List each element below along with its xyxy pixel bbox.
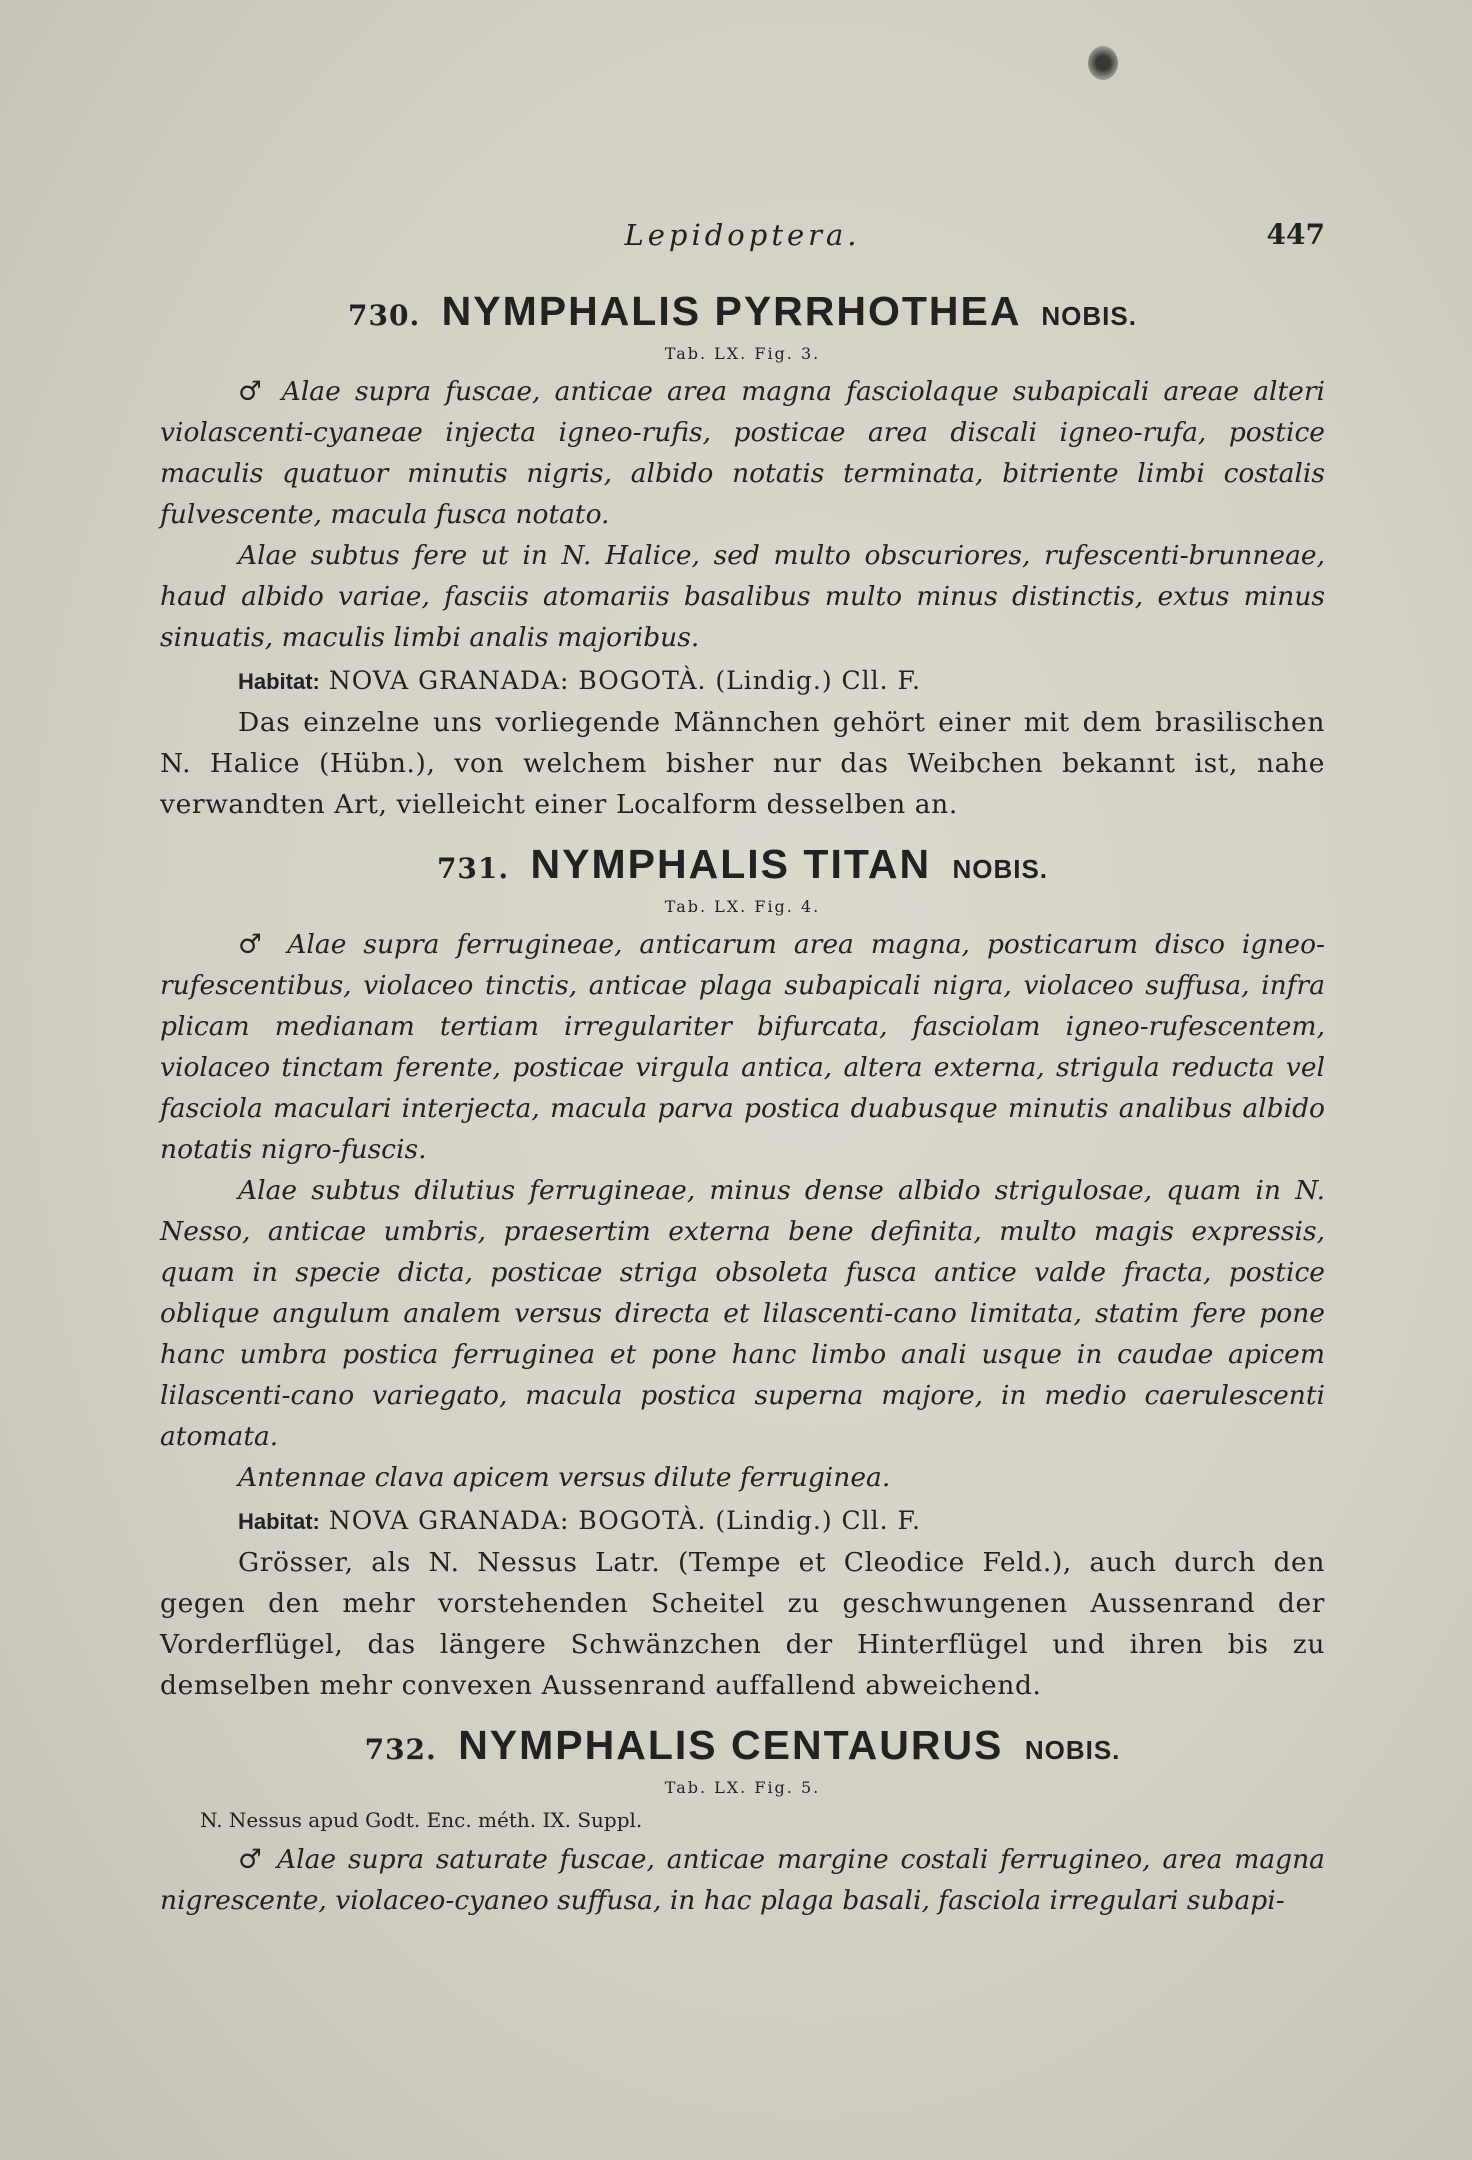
running-title: Lepidoptera. bbox=[624, 218, 861, 252]
species-name: NYMPHALIS PYRRHOTHEA bbox=[441, 288, 1020, 334]
species-entry-731 bbox=[160, 839, 1325, 1706]
species-number: 731. bbox=[436, 852, 510, 885]
german-remark: Das einzelne uns vorliegende Männchen gehört einer mit dem brasilischen N. Halice (Hübn.), von welchem bisher nur das Weibchen bekannt ist, nahe verwandten Art, vielleicht einer Localform desselben an. bbox=[160, 707, 1325, 820]
species-author: NOBIS. bbox=[1024, 1735, 1121, 1765]
habitat-text: NOVA GRANADA: BOGOTÀ. (Lindig.) Cll. F. bbox=[328, 1506, 921, 1535]
species-entry-732 bbox=[160, 1720, 1325, 1921]
species-name: NYMPHALIS TITAN bbox=[530, 841, 932, 887]
species-author: NOBIS. bbox=[952, 854, 1049, 884]
habitat-text: NOVA GRANADA: BOGOTÀ. (Lindig.) Cll. F. bbox=[328, 666, 921, 695]
species-heading bbox=[160, 839, 1325, 894]
species-heading bbox=[160, 286, 1325, 341]
page-header bbox=[160, 218, 1325, 258]
page-content bbox=[160, 280, 1325, 1921]
habitat-label: Habitat: bbox=[238, 669, 320, 694]
latin-description: ♂ Alae supra ferrugineae, anticarum area magna, posticarum disco igneo-rufescentibus, violaceo tinctis, anticae plaga subapicali nigra, violaceo suffusa, infra plicam medianam tertiam irregulariter bifurcata, fasciolam igneo-rufescentem, violaceo tinctam ferente, posticae virgula antica, altera externa, strigula reducta vel fasciola maculari interjecta, macula parva postica duabusque minutis analibus albido notatis nigro-fuscis. bbox=[160, 929, 1325, 1165]
plate-reference: Tab. LX. Fig. 4. bbox=[664, 897, 821, 916]
species-name: NYMPHALIS CENTAURUS bbox=[458, 1722, 1004, 1768]
habitat-line bbox=[160, 1500, 1325, 1542]
species-entry-730 bbox=[160, 286, 1325, 825]
species-number: 730. bbox=[348, 299, 421, 332]
habitat-label: Habitat: bbox=[238, 1509, 320, 1534]
german-remark: Grösser, als N. Nessus Latr. (Tempe et Cleodice Feld.), auch durch den gegen den mehr vorstehenden Scheitel zu geschwungenen Aussenrand der Vorderflügel, das längere Schwänzchen der Hinterflügel und ihren bis zu demselben mehr convexen Aussenrand auffallend abweichend. bbox=[160, 1547, 1325, 1701]
ink-blot bbox=[1088, 46, 1118, 80]
latin-description: ♂ Alae supra saturate fuscae, anticae margine costali ferrugineo, area magna nigrescente, violaceo-cyaneo suffusa, in hac plaga basali, fasciola irregulari subapi- bbox=[160, 1844, 1325, 1916]
latin-description-antennae: Antennae clava apicem versus dilute ferruginea. bbox=[238, 1462, 891, 1493]
latin-description-underside: Alae subtus dilutius ferrugineae, minus dense albido strigulosae, quam in N. Nesso, anticae umbris, praesertim externa bene definita, multo magis expressis, quam in specie dicta, posticae striga obsoleta fusca antice valde fracta, postice oblique angulum analem versus directa et lilascenti-cano limitata, statim fere pone hanc umbra postica ferruginea et pone hanc limbo anali usque in caudae apicem lilascenti-cano variegato, macula postica superna majore, in medio caerulescenti atomata. bbox=[160, 1175, 1325, 1452]
plate-reference: Tab. LX. Fig. 5. bbox=[664, 1778, 821, 1797]
latin-description: ♂ Alae supra fuscae, anticae area magna fasciolaque subapicali areae alteri violascenti-cyaneae injecta igneo-rufis, posticae area discali igneo-rufa, postice maculis quatuor minutis nigris, albido notatis terminata, bitriente limbi costalis fulvescente, macula fusca notato. bbox=[160, 376, 1325, 530]
page-number: 447 bbox=[1266, 218, 1325, 251]
habitat-line bbox=[160, 660, 1325, 702]
latin-description-underside: Alae subtus fere ut in N. Halice, sed multo obscuriores, rufescenti-brunneae, haud albido variae, fasciis atomariis basalibus multo minus distinctis, extus minus sinuatis, maculis limbi analis majoribus. bbox=[160, 540, 1325, 653]
species-author: NOBIS. bbox=[1041, 301, 1137, 331]
species-number: 732. bbox=[364, 1733, 437, 1766]
species-heading bbox=[160, 1720, 1325, 1775]
synonym-line: N. Nessus apud Godt. Enc. méth. IX. Suppl. bbox=[200, 1808, 643, 1832]
plate-reference: Tab. LX. Fig. 3. bbox=[664, 344, 821, 363]
